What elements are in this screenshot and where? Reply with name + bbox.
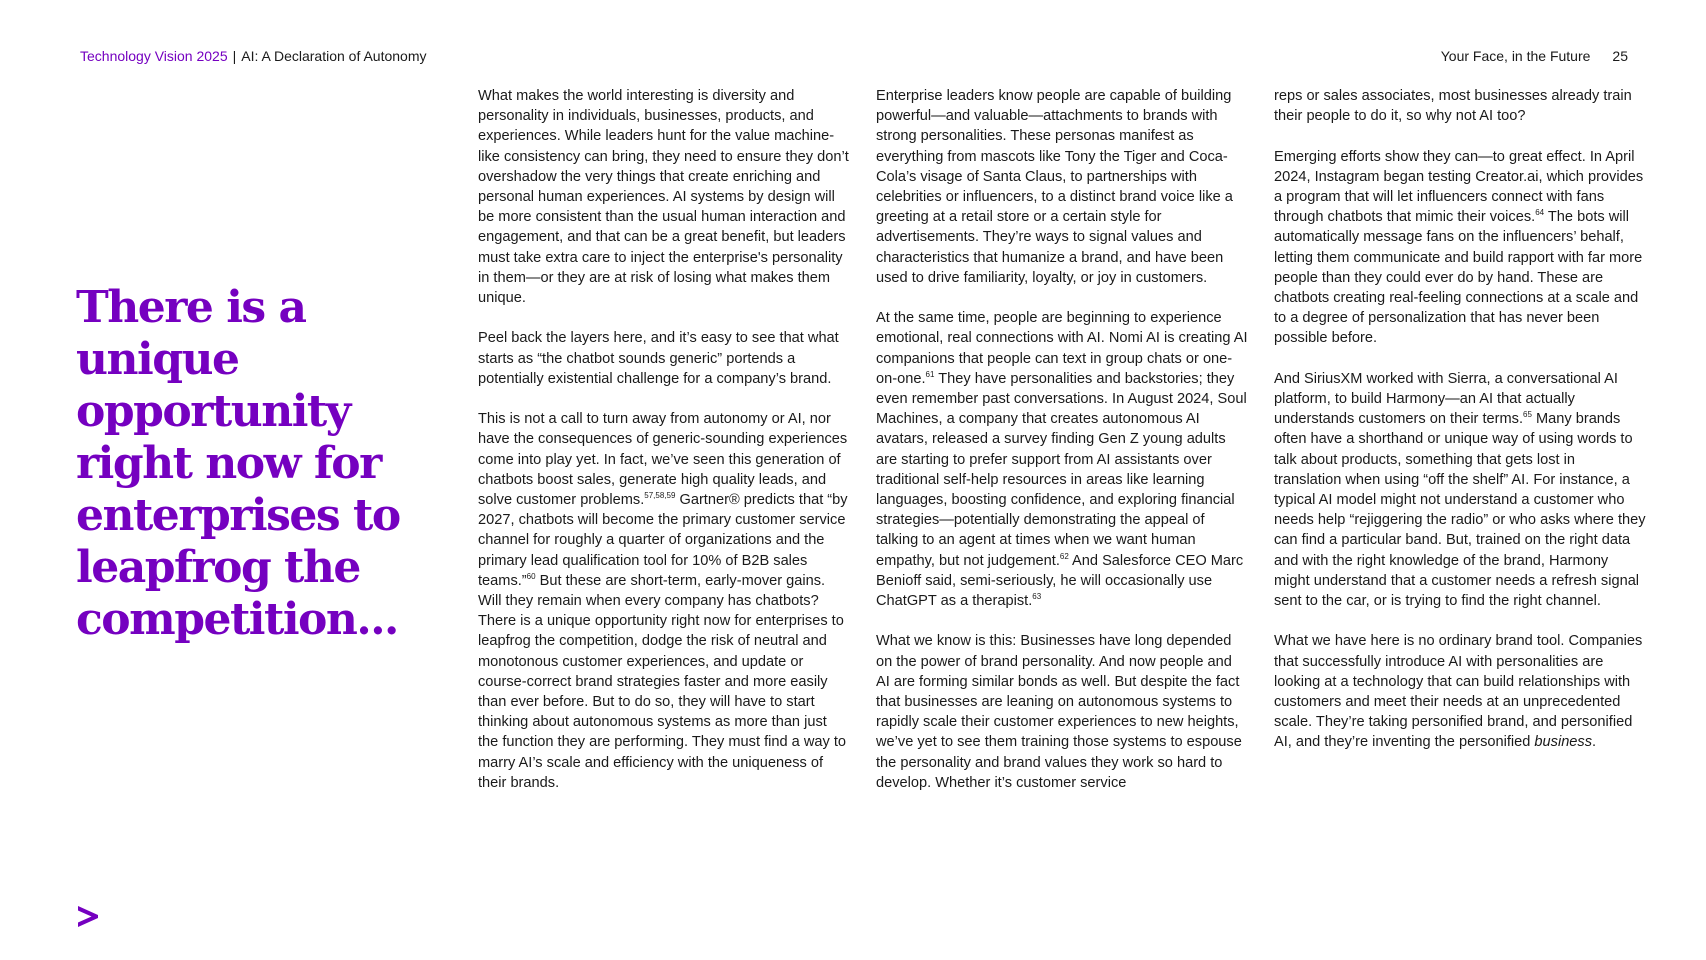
text-column-3	[1274, 86, 1646, 773]
paragraph-text: The bots will automatically message fans on the influencers’ behalf, letting them communicate and build rapport with far more people than they could ever do by hand. These are chatbots creating real-feeling connections at a scale and to a degree of personalization that has never been possible before.	[1274, 209, 1643, 347]
paragraph	[1274, 631, 1646, 752]
footnote-ref: 62	[1059, 551, 1069, 561]
paragraph: Peel back the layers here, and it’s easy to see that what starts as “the chatbot sounds generic” portends a potentially existential challenge for a company’s brand.	[478, 330, 839, 387]
paragraph-text: This is not a call to turn away from autonomy or AI, nor have the consequences of generic-sounding experiences come into play yet. In fact, we’ve seen this generation of chatbots boost sales, generate high quality leads, and solve customer problems.	[478, 411, 848, 509]
report-brand: Technology Vision 2025	[80, 48, 228, 64]
footnote-ref: 64	[1535, 208, 1545, 218]
paragraph-text: But these are short-term, early-mover gains. Will they remain when every company has chatbots? There is a unique opportunity right now for enterprises to leapfrog the competition, dodge the risk of neutral and monotonous customer experiences, and update or course-correct brand strategies faster and more easily than ever before. But to do so, they will have to start thinking about autonomous systems as more than just the function they are performing. They must find a way to marry AI’s scale and efficiency with the uniqueness of their brands.	[478, 572, 847, 791]
accenture-chevron-icon	[76, 904, 100, 928]
text-column-1	[478, 86, 850, 813]
footnote-ref: 63	[1032, 592, 1042, 602]
paragraph: Enterprise leaders know people are capable of building powerful—and valuable—attachments to brands with strong personalities. These personas manifest as everything from mascots like Tony the Tiger and Coca-Cola’s visage of Santa Claus, to partnerships with celebrities or influencers, to a distinct brand voice like a greeting at a retail store or a certain style for advertisements. They’re ways to signal values and characteristics that humanize a brand, and have been used to drive familiarity, loyalty, or joy in customers.	[876, 88, 1233, 286]
text-column-2	[876, 86, 1248, 813]
paragraph-text: At the same time, people are beginning to experience emotional, real connections with AI. Nomi AI is creating AI companions that people can text in group chats or one-on-one.	[876, 310, 1248, 387]
paragraph: What we know is this: Businesses have long depended on the power of brand personality. And now people and AI are forming similar bonds as well. But despite the fact that businesses are leaning on autonomous systems to rapidly scale their customer experiences to new heights, we’ve yet to see them training those systems to espouse the personality and brand values they work so hard to develop. Whether it’s customer service	[876, 633, 1242, 791]
paragraph-text: What we have here is no ordinary brand tool. Companies that successfully introduce AI with personalities are looking at a technology that can build relationships with customers and meet their needs at an unprecedented scale. They’re taking personified brand, and personified AI, and they’re inventing the personified	[1274, 633, 1643, 751]
paragraph-text: They have personalities and backstories; they even remember past conversations. In August 2024, Soul Machines, a company that creates autonomous AI avatars, released a survey finding Gen Z young adults are starting to prefer support from AI assistants over traditional self-help resources in areas like learning languages, boosting confidence, and exploring financial strategies—potentially demonstrating the appeal of talking to an agent at times when we want human empathy, but not judgement.	[876, 370, 1247, 569]
paragraph-text: And SiriusXM worked with Sierra, a conversational AI platform, to build Harmony—an AI that actually understands customers on their terms.	[1274, 370, 1618, 428]
section-title: Your Face, in the Future	[1440, 48, 1591, 64]
footnote-ref: 60	[526, 571, 536, 581]
paragraph	[1274, 147, 1646, 349]
paragraph-text: .	[1592, 734, 1597, 751]
paragraph-text: Emerging efforts show they can—to great effect. In April 2024, Instagram began testing Creator.ai, which provides a program that will let influencers connect with fans through chatbots that mimic their voices.	[1274, 148, 1644, 226]
header-separator: |	[232, 48, 237, 64]
paragraph-text: Gartner® predicts that “by 2027, chatbots will become the primary customer service channel for roughly a quarter of organizations and the primary lead qualification tool for 10% of B2B sales teams.”	[478, 492, 848, 589]
paragraph	[876, 308, 1248, 611]
page-header-left	[80, 47, 427, 65]
paragraph: reps or sales associates, most businesses already train their people to do it, so why not AI too?	[1274, 88, 1632, 125]
paragraph-text: And Salesforce CEO Marc Benioff said, semi-seriously, he will occasionally use ChatGPT as a therapist.	[876, 552, 1244, 610]
paragraph: What makes the world interesting is diversity and personality in individuals, businesses, products, and experiences. While leaders hunt for the value machine-like consistency can bring, they need to ensure they don’t overshadow the very things that create enriching and personal human experiences. AI systems by design will be more consistent than the usual human interaction and engagement, and that can be a great benefit, but leaders must take extra care to inject the enterprise's personality in them—or they are at risk of losing what makes them unique.	[478, 88, 849, 307]
paragraph	[1274, 369, 1646, 611]
footnote-ref: 65	[1523, 410, 1532, 420]
page-header-right	[1441, 47, 1628, 65]
emphasis-text: business	[1534, 734, 1593, 751]
paragraph-text: Many brands often have a shorthand or unique way of using words to talk about products, something that gets lost in translation when using “off the shelf” AI. For instance, a typical AI model might not understand a customer who needs help “rejiggering the radio” or who asks where they can find a particular band. But, trained on the right data and with the right knowledge of the brand, Harmony might understand that a customer needs a refresh signal sent to the car, or is trying to find the right channel.	[1274, 411, 1646, 610]
footnote-ref: 61	[925, 369, 935, 379]
page-number: 25	[1612, 48, 1628, 64]
pull-quote: There is a unique opportunity right now for enterprises to leapfrog the competition...	[76, 282, 400, 645]
footnote-ref: 57,58,59	[644, 491, 676, 501]
report-subtitle: AI: A Declaration of Autonomy	[241, 48, 427, 64]
paragraph	[478, 409, 850, 793]
